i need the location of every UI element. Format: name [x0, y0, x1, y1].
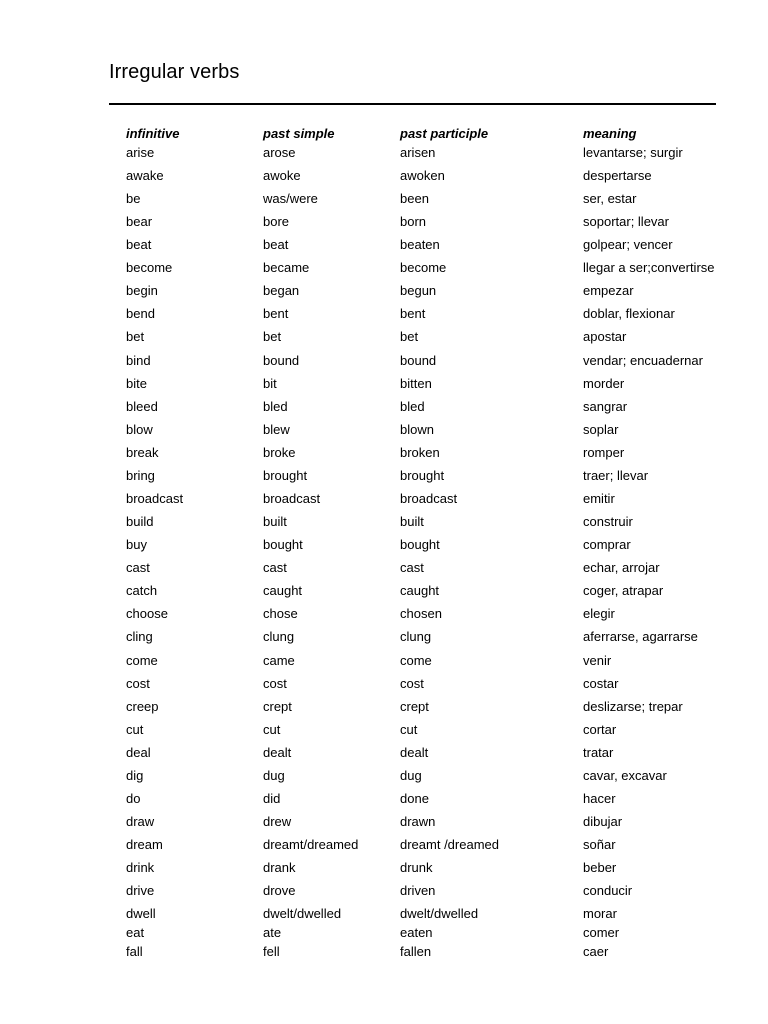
cell-past-participle: broken — [400, 445, 440, 460]
header-infinitive: infinitive — [126, 126, 180, 141]
cell-infinitive: bear — [126, 214, 153, 229]
cell-past-simple: bit — [263, 376, 277, 391]
cell-infinitive: cost — [126, 676, 150, 691]
cell-meaning: echar, arrojar — [583, 560, 660, 575]
cell-meaning: sangrar — [583, 399, 628, 414]
cell-infinitive: dream — [126, 837, 163, 852]
cell-infinitive: bind — [126, 353, 151, 368]
cell-meaning: conducir — [583, 883, 633, 898]
cell-past-participle: awoken — [400, 168, 445, 183]
cell-infinitive: beat — [126, 237, 152, 252]
cell-meaning: emitir — [583, 491, 615, 506]
cell-past-participle: blown — [400, 422, 434, 437]
cell-past-simple: broadcast — [263, 491, 321, 506]
cell-past-simple: chose — [263, 606, 298, 621]
cell-infinitive: creep — [126, 699, 159, 714]
cell-past-simple: crept — [263, 699, 292, 714]
cell-past-simple: blew — [263, 422, 290, 437]
cell-past-simple: bore — [263, 214, 290, 229]
cell-past-simple: cost — [263, 676, 287, 691]
cell-past-simple: bled — [263, 399, 288, 414]
cell-infinitive: eat — [126, 925, 145, 940]
cell-meaning: costar — [583, 676, 619, 691]
cell-meaning: deslizarse; trepar — [583, 699, 683, 714]
cell-infinitive: bring — [126, 468, 155, 483]
cell-meaning: vendar; encuadernar — [583, 353, 703, 368]
cell-meaning: morar — [583, 906, 617, 921]
cell-past-participle: bound — [400, 353, 437, 368]
cell-meaning: dibujar — [583, 814, 623, 829]
cell-past-simple: bound — [263, 353, 300, 368]
cell-past-participle: drawn — [400, 814, 436, 829]
cell-infinitive: dig — [126, 768, 144, 783]
cell-past-participle: caught — [400, 583, 440, 598]
cell-past-simple: brought — [263, 468, 308, 483]
cell-past-participle: brought — [400, 468, 445, 483]
cell-meaning: soplar — [583, 422, 619, 437]
cell-past-simple: dug — [263, 768, 285, 783]
cell-infinitive: dwell — [126, 906, 156, 921]
cell-meaning: levantarse; surgir — [583, 145, 683, 160]
cell-infinitive: bend — [126, 306, 155, 321]
cell-meaning: despertarse — [583, 168, 652, 183]
cell-past-participle: come — [400, 653, 432, 668]
cell-past-participle: bled — [400, 399, 425, 414]
cell-past-participle: bent — [400, 306, 426, 321]
cell-meaning: cortar — [583, 722, 617, 737]
cell-infinitive: bleed — [126, 399, 158, 414]
cell-past-simple: became — [263, 260, 310, 275]
cell-infinitive: come — [126, 653, 158, 668]
cell-meaning: ser, estar — [583, 191, 637, 206]
cell-meaning: venir — [583, 653, 612, 668]
cell-infinitive: choose — [126, 606, 168, 621]
cell-infinitive: build — [126, 514, 154, 529]
cell-infinitive: bite — [126, 376, 147, 391]
cell-meaning: empezar — [583, 283, 634, 298]
cell-infinitive: become — [126, 260, 173, 275]
cell-infinitive: awake — [126, 168, 164, 183]
cell-meaning: traer; llevar — [583, 468, 649, 483]
cell-past-participle: done — [400, 791, 429, 806]
cell-past-participle: dreamt /dreamed — [400, 837, 499, 852]
cell-infinitive: blow — [126, 422, 153, 437]
header-past-participle: past participle — [400, 126, 489, 141]
cell-meaning: soñar — [583, 837, 616, 852]
cell-infinitive: do — [126, 791, 141, 806]
cell-infinitive: broadcast — [126, 491, 184, 506]
cell-past-simple: bet — [263, 329, 282, 344]
cell-meaning: soportar; llevar — [583, 214, 669, 229]
cell-past-simple: drove — [263, 883, 296, 898]
cell-past-participle: dwelt/dwelled — [400, 906, 479, 921]
cell-past-participle: drunk — [400, 860, 433, 875]
cell-past-simple: cast — [263, 560, 287, 575]
header-meaning: meaning — [583, 126, 637, 141]
cell-past-participle: chosen — [400, 606, 442, 621]
cell-infinitive: draw — [126, 814, 155, 829]
cell-past-participle: eaten — [400, 925, 433, 940]
cell-meaning: elegir — [583, 606, 615, 621]
cell-meaning: doblar, flexionar — [583, 306, 675, 321]
cell-past-participle: dealt — [400, 745, 429, 760]
cell-past-simple: clung — [263, 629, 295, 644]
header-past-simple: past simple — [263, 126, 335, 141]
cell-infinitive: arise — [126, 145, 155, 160]
cell-past-simple: bent — [263, 306, 289, 321]
cell-past-simple: came — [263, 653, 295, 668]
cell-past-simple: caught — [263, 583, 303, 598]
cell-past-participle: cost — [400, 676, 424, 691]
cell-past-simple: did — [263, 791, 281, 806]
cell-infinitive: drive — [126, 883, 155, 898]
cell-past-simple: was/were — [263, 191, 318, 206]
cell-past-participle: been — [400, 191, 429, 206]
cell-meaning: apostar — [583, 329, 627, 344]
cell-infinitive: begin — [126, 283, 158, 298]
cell-past-simple: dealt — [263, 745, 292, 760]
cell-past-participle: bought — [400, 537, 440, 552]
cell-meaning: hacer — [583, 791, 616, 806]
cell-meaning: construir — [583, 514, 633, 529]
cell-past-participle: become — [400, 260, 447, 275]
cell-meaning: romper — [583, 445, 625, 460]
page-title: Irregular verbs — [109, 61, 240, 83]
cell-past-simple: dreamt/dreamed — [263, 837, 359, 852]
cell-meaning: beber — [583, 860, 617, 875]
cell-meaning: llegar a ser;convertirse — [583, 260, 715, 275]
cell-past-participle: broadcast — [400, 491, 458, 506]
cell-past-participle: driven — [400, 883, 436, 898]
cell-past-simple: began — [263, 283, 300, 298]
cell-infinitive: break — [126, 445, 159, 460]
cell-past-simple: drank — [263, 860, 296, 875]
cell-past-participle: bet — [400, 329, 419, 344]
cell-meaning: morder — [583, 376, 625, 391]
cell-past-simple: broke — [263, 445, 296, 460]
cell-infinitive: cling — [126, 629, 153, 644]
cell-past-participle: built — [400, 514, 424, 529]
cell-past-participle: beaten — [400, 237, 440, 252]
cell-infinitive: buy — [126, 537, 147, 552]
cell-meaning: caer — [583, 944, 609, 959]
cell-meaning: comer — [583, 925, 620, 940]
cell-past-participle: cut — [400, 722, 418, 737]
cell-meaning: cavar, excavar — [583, 768, 667, 783]
cell-infinitive: catch — [126, 583, 158, 598]
cell-infinitive: be — [126, 191, 141, 206]
cell-meaning: coger, atrapar — [583, 583, 664, 598]
cell-past-simple: dwelt/dwelled — [263, 906, 342, 921]
cell-past-participle: arisen — [400, 145, 436, 160]
cell-past-simple: bought — [263, 537, 303, 552]
cell-past-participle: born — [400, 214, 427, 229]
cell-meaning: aferrarse, agarrarse — [583, 629, 698, 644]
cell-past-participle: bitten — [400, 376, 432, 391]
cell-past-simple: beat — [263, 237, 289, 252]
cell-past-participle: crept — [400, 699, 429, 714]
cell-past-simple: cut — [263, 722, 281, 737]
cell-infinitive: drink — [126, 860, 155, 875]
cell-past-simple: fell — [263, 944, 280, 959]
cell-past-simple: arose — [263, 145, 296, 160]
cell-past-simple: built — [263, 514, 287, 529]
cell-infinitive: bet — [126, 329, 145, 344]
cell-meaning: golpear; vencer — [583, 237, 673, 252]
cell-past-simple: drew — [263, 814, 292, 829]
cell-past-participle: dug — [400, 768, 422, 783]
cell-past-participle: fallen — [400, 944, 432, 959]
cell-past-simple: awoke — [263, 168, 301, 183]
cell-past-simple: ate — [263, 925, 282, 940]
cell-past-participle: clung — [400, 629, 432, 644]
cell-infinitive: fall — [126, 944, 143, 959]
cell-meaning: comprar — [583, 537, 631, 552]
cell-past-participle: begun — [400, 283, 437, 298]
cell-past-participle: cast — [400, 560, 424, 575]
cell-meaning: tratar — [583, 745, 614, 760]
cell-infinitive: cut — [126, 722, 144, 737]
cell-infinitive: cast — [126, 560, 150, 575]
cell-infinitive: deal — [126, 745, 151, 760]
